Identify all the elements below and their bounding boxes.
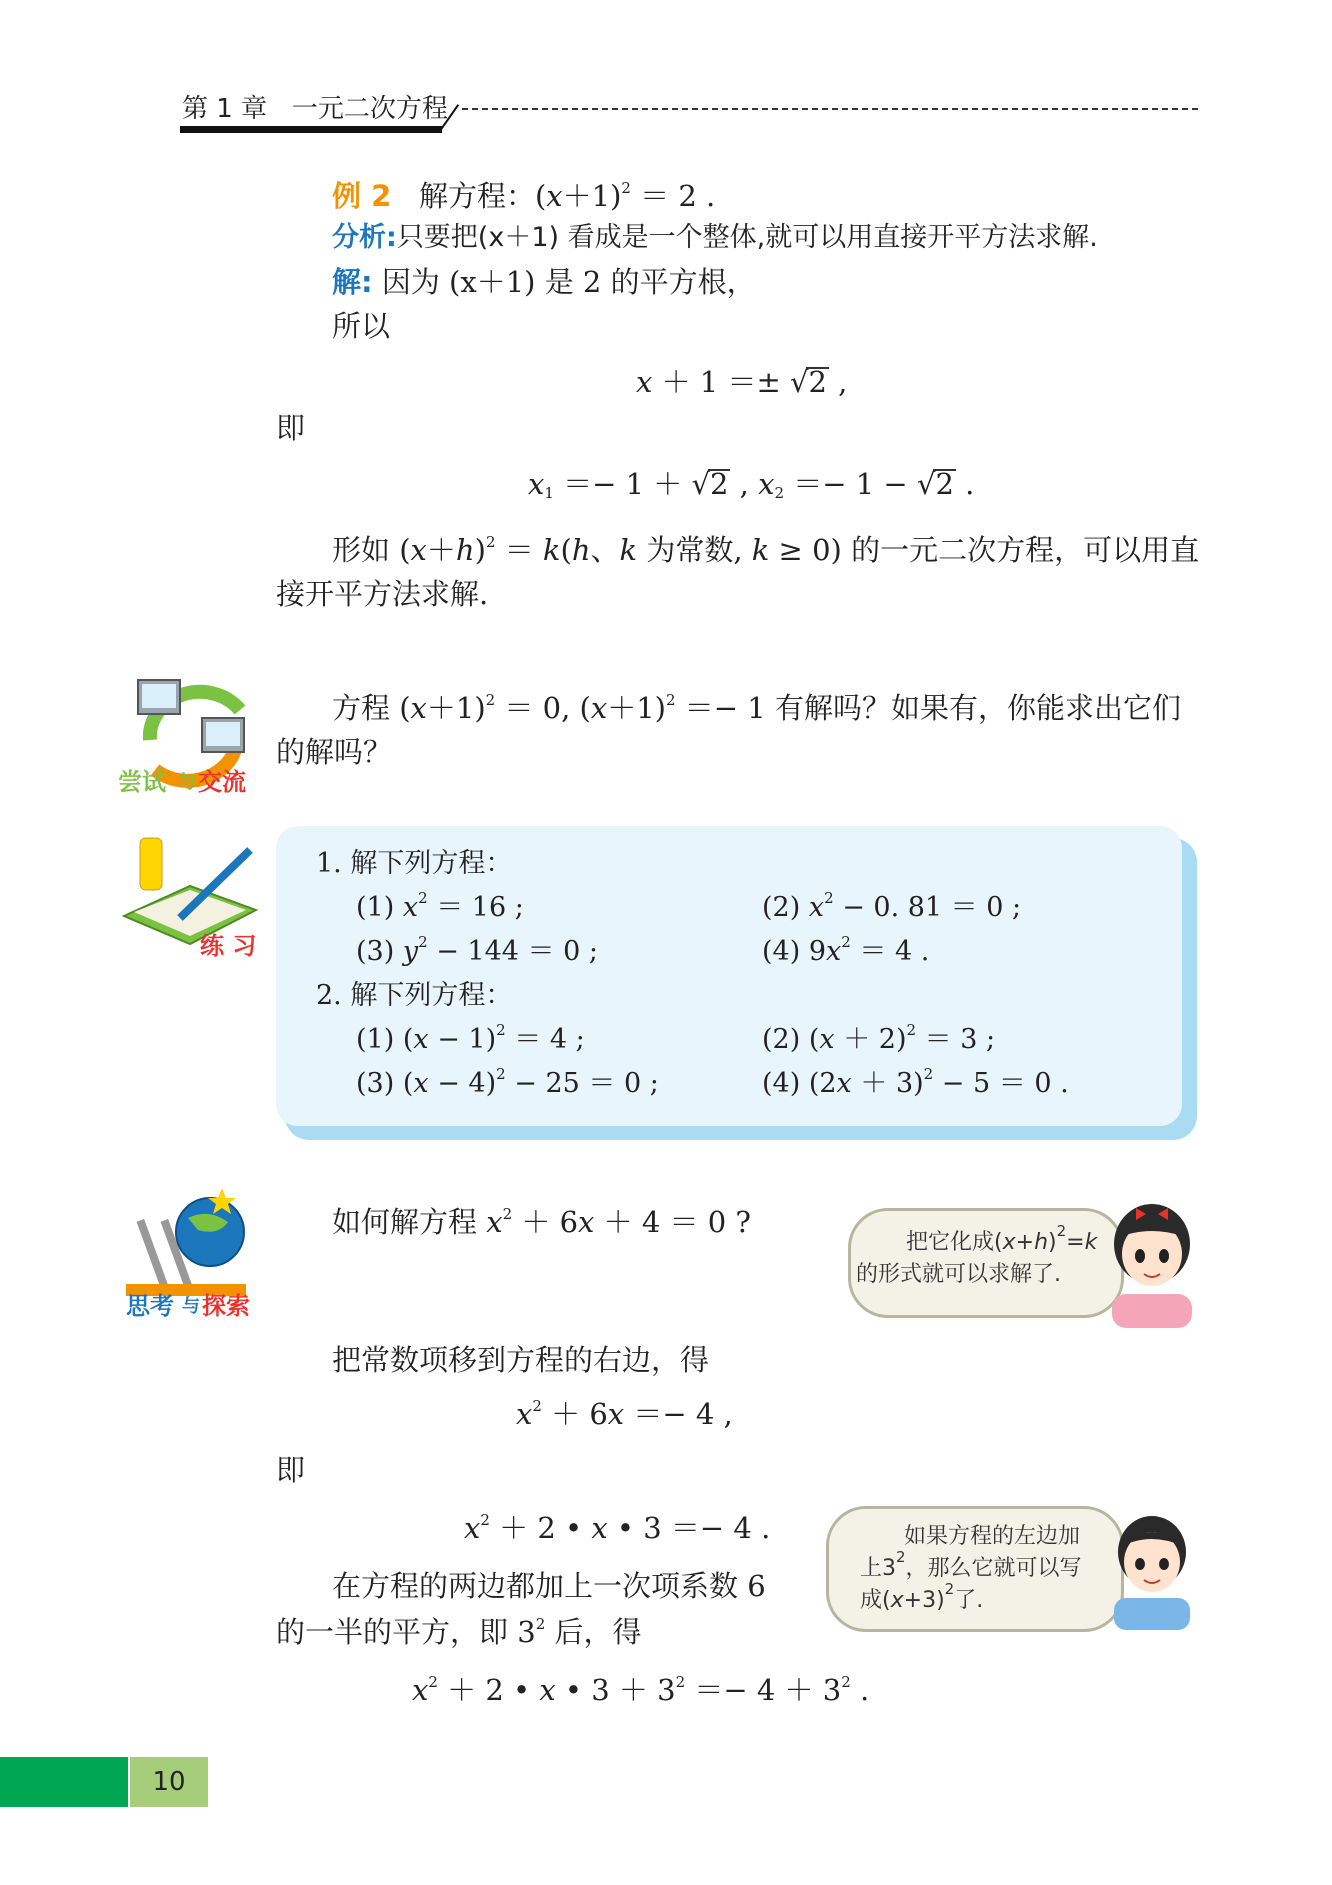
example-2-solution: 解: 因为 (x＋1) 是 2 的平方根， <box>332 265 756 299</box>
rule-line-2: 接开平方法求解. <box>276 577 489 611</box>
bubble-girl-line-2: 的形式就可以求解了. <box>856 1262 1061 1287</box>
badge-try: 尝试 <box>118 768 166 796</box>
equation-complete-square: $x^2 + 2$ • x • $3 + 3^2 =- 4 + 3^2$ . <box>412 1673 870 1707</box>
try-question-line-2: 的解吗？ <box>276 735 393 769</box>
bubble-boy-line-3: 成$(x+3)^2$了. <box>860 1580 984 1613</box>
bubble-boy-line-1: 如果方程的左边加 <box>904 1524 1081 1549</box>
chapter-header <box>182 88 448 125</box>
add-half-square-line-2: 的一半的平方，即 $3^2$ 后，得 <box>276 1615 642 1649</box>
girl-avatar <box>1100 1196 1200 1328</box>
badge-think: 思考 <box>126 1292 174 1320</box>
header-dashed-rule <box>462 108 1198 110</box>
practice-q2-4: (4) $(2x + 3)^2 - 5 = 0$ . <box>762 1065 1069 1099</box>
example-label: 例 2 <box>332 179 392 213</box>
so-text: 所以 <box>332 309 391 343</box>
equation-rewrite: $x^2 + 2$ • x • 3 ＝− 4 . <box>464 1511 771 1545</box>
practice-q2-1: (1) $(x - 1)^2 = 4$ ; <box>356 1021 585 1055</box>
analysis-label: 分析: <box>332 222 397 253</box>
footer-green-bar <box>0 1757 128 1807</box>
practice-q2-title: 2. 解下列方程： <box>316 980 513 1011</box>
boy-avatar <box>1104 1506 1200 1630</box>
try-exchange-badge: 尝试 与 交流 <box>120 670 260 800</box>
equation-x-plus-1: x ＋ 1 ＝± √2 , <box>636 365 848 399</box>
move-constant-text: 把常数项移到方程的右边，得 <box>332 1343 710 1377</box>
badge-practice: 练 习 <box>200 932 257 960</box>
practice-q1-4: (4) $9x^2 = 4$ . <box>762 933 930 967</box>
bubble-girl-line-1: 把它化成$(x+h)^2=k$ <box>906 1222 1098 1255</box>
badge-exchange: 交流 <box>198 768 246 796</box>
example-2-problem: 例 2 解方程：$(x+1)^2 = 2$ . <box>332 179 716 213</box>
practice-q1-1: (1) $x^2 = 16$ ; <box>356 889 524 923</box>
practice-q1-3: (3) $y^2 - 144 = 0$ ; <box>356 933 598 967</box>
example-2-analysis: 分析:只要把(x＋1) 看成是一个整体,就可以用直接开平方法求解. <box>332 222 1098 253</box>
practice-q1-title: 1. 解下列方程： <box>316 848 513 879</box>
think-explore-badge: 思考 与 探索 <box>118 1188 258 1318</box>
that-is-2: 即 <box>276 1453 306 1487</box>
practice-q1-2: (2) $x^2 - 0$. 81 ＝ 0 ; <box>762 889 1022 923</box>
badge-explore: 探索 <box>202 1292 250 1320</box>
equation-move: $x^2 + 6x =- 4$ , <box>516 1397 733 1431</box>
try-question-line-1: 方程 $(x+1)^2 = 0$, $(x+1)^2 =- 1$ 有解吗？如果有，你能求出它们 <box>332 691 1181 725</box>
bubble-boy-line-2: 上$3^2$，那么它就可以写 <box>860 1548 1082 1581</box>
solution-label: 解: <box>332 265 373 299</box>
that-is-1: 即 <box>276 411 306 445</box>
header-underline <box>180 126 442 133</box>
practice-q2-3: (3) $(x - 4)^2 - 25 = 0$ ; <box>356 1065 659 1099</box>
practice-badge <box>120 832 260 962</box>
equation-roots: $x_1 =- 1 + √2$ , $x_2 =- 1 - √2$ . <box>528 467 975 502</box>
rule-line-1: 形如 $(x+h)^2 = k(h$、k 为常数, k ≥ 0) 的一元二次方程，可以用直 <box>332 533 1200 567</box>
think-question: 如何解方程 $x^2 + 6x + 4 = 0$ ? <box>332 1205 751 1239</box>
chapter-number: 第 1 章 <box>182 94 268 124</box>
page-number: 10 <box>130 1757 208 1807</box>
chapter-title: 一元二次方程 <box>291 94 448 124</box>
practice-q2-2: (2) $(x + 2)^2 = 3$ ; <box>762 1021 996 1055</box>
add-half-square-line-1: 在方程的两边都加上一次项系数 6 <box>332 1569 766 1603</box>
